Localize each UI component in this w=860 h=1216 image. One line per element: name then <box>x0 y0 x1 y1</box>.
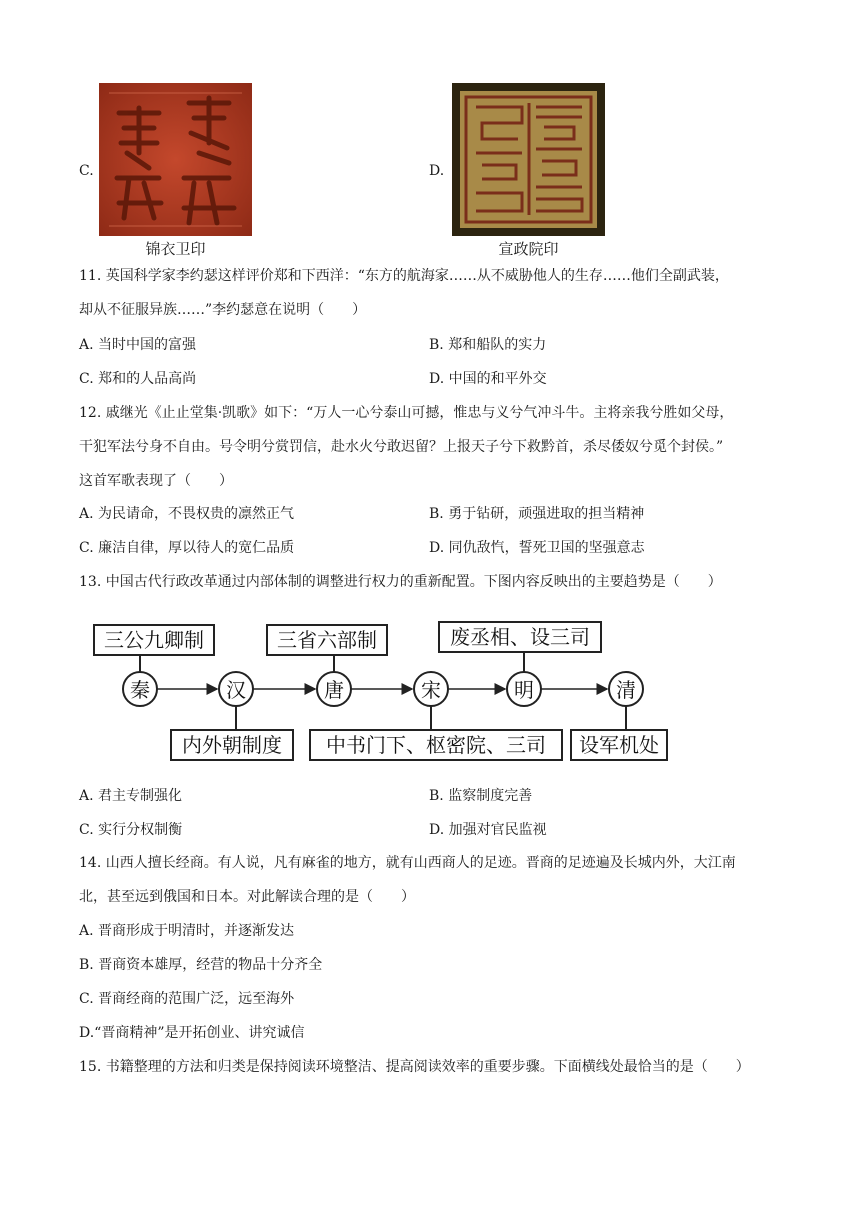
q13-stem: 13. 中国古代行政改革通过内部体制的调整进行权力的重新配置。下图内容反映出的主要趋势是（ ） <box>79 574 722 590</box>
q14-option-d[interactable]: D.“晋商精神”是开拓创业、讲究诚信 <box>79 1025 305 1041</box>
seal-image-jinyiwei <box>99 83 252 236</box>
q14-stem-line1: 14. 山西人擅长经商。有人说，凡有麻雀的地方，就有山西商人的足迹。晋商的足迹遍及长城内外，大江南 <box>79 855 736 871</box>
dynasty-tang: 唐 <box>324 678 344 702</box>
label-sansheng-liubu: 三省六部制 <box>277 628 377 652</box>
q11-stem-line1: 11. 英国科学家李约瑟这样评价郑和下西洋：“东方的航海家……从不威胁他人的生存……他们全副武装， <box>79 268 729 284</box>
q12-option-a[interactable]: A. 为民请命，不畏权贵的凛然正气 <box>79 506 295 522</box>
dynasty-ming: 明 <box>514 678 534 702</box>
label-sangong-jiuqing: 三公九卿制 <box>104 628 204 652</box>
q15-stem: 15. 书籍整理的方法和归类是保持阅读环境整洁、提高阅读效率的重要步骤。下面横线处最恰当的是（ ） <box>79 1059 750 1075</box>
q14-option-c[interactable]: C. 晋商经商的范围广泛，远至海外 <box>79 991 295 1007</box>
dynasty-qin: 秦 <box>130 678 150 702</box>
q12-stem-line3: 这首军歌表现了（ ） <box>79 473 233 489</box>
q11-option-d[interactable]: D. 中国的和平外交 <box>429 371 547 387</box>
q13-option-c[interactable]: C. 实行分权制衡 <box>79 822 183 838</box>
q12-option-c[interactable]: C. 廉洁自律，厚以待人的宽仁品质 <box>79 540 295 556</box>
q12-stem-line2: 干犯军法兮身不自由。号令明兮赏罚信，赴水火兮敢迟留？上报天子兮下救黔首，杀尽倭奴兮觅个封侯。” <box>79 439 724 455</box>
dynasty-flow-diagram <box>90 618 670 766</box>
label-neiwaichao: 内外朝制度 <box>182 733 282 757</box>
dynasty-qing: 清 <box>616 678 636 702</box>
q12-option-d[interactable]: D. 同仇敌忾，誓死卫国的坚强意志 <box>429 540 645 556</box>
q12-option-b[interactable]: B. 勇于钻研，顽强进取的担当精神 <box>429 506 645 522</box>
label-fei-chengxiang: 废丞相、设三司 <box>450 625 590 649</box>
q11-option-c[interactable]: C. 郑和的人品高尚 <box>79 371 197 387</box>
q14-option-a[interactable]: A. 晋商形成于明清时，并逐渐发达 <box>79 923 295 939</box>
option-d-label: D. <box>429 163 445 179</box>
q13-option-b[interactable]: B. 监察制度完善 <box>429 788 533 804</box>
label-junjichu: 设军机处 <box>579 733 659 757</box>
dynasty-song: 宋 <box>421 678 441 702</box>
q14-stem-line2: 北，甚至远到俄国和日本。对此解读合理的是（ ） <box>79 889 415 905</box>
q13-option-d[interactable]: D. 加强对官民监视 <box>429 822 547 838</box>
q13-option-a[interactable]: A. 君主专制强化 <box>79 788 183 804</box>
q11-stem-line2: 却从不征服异族……”李约瑟意在说明（ ） <box>79 302 367 318</box>
q12-stem-line1: 12. 戚继光《止止堂集·凯歌》如下：“万人一心兮泰山可撼，惟忠与义兮气冲斗牛。主将亲我兮胜如父母， <box>79 405 734 421</box>
seal-caption-d: 宣政院印 <box>498 240 559 258</box>
option-c-label: C. <box>79 163 94 179</box>
q11-option-b[interactable]: B. 郑和船队的实力 <box>429 337 547 353</box>
q11-option-a[interactable]: A. 当时中国的富强 <box>79 337 197 353</box>
q14-option-b[interactable]: B. 晋商资本雄厚，经营的物品十分齐全 <box>79 957 323 973</box>
label-zhongshu-shumi: 中书门下、枢密院、三司 <box>326 733 546 757</box>
seal-caption-c: 锦衣卫印 <box>145 240 206 258</box>
dynasty-han: 汉 <box>226 678 246 702</box>
seal-image-xuanzhengyuan <box>452 83 605 236</box>
